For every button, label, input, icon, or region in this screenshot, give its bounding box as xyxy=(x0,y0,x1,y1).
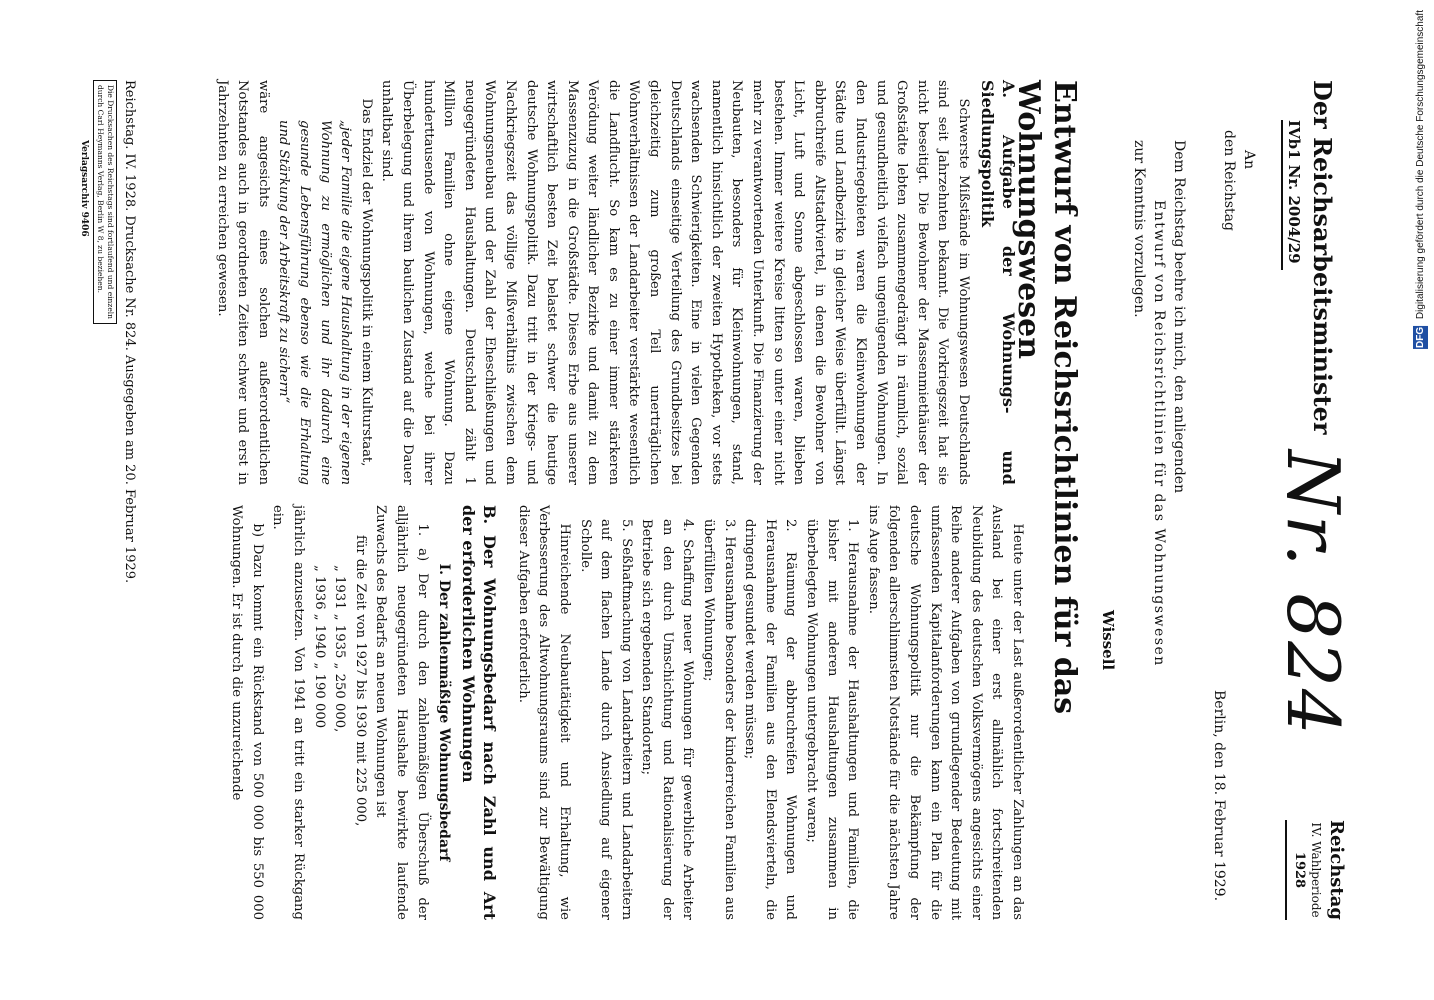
section-b-para-1: 1. a) Der durch den zahlenmäßigen Überschuß der alljährlich neugegründeten Haushalte bewirkte laufende Zuwachs des Bedarfs an neuen Wohnungen ist xyxy=(373,505,430,920)
main-title: Entwurf von Reichsrichtlinien für das Wohnungswesen xyxy=(1011,80,1082,715)
header-reichstag: Reichstag xyxy=(1326,820,1347,920)
digitization-credit xyxy=(1413,10,1428,349)
notstand-list xyxy=(574,505,862,920)
section-a-para-1: Schwerste Mißstände im Wohnungswesen Deutschlands sind seit Jahrzehnten bekannt. Die Vorkriegszeit hat sie nicht beseitigt. Die Bewohner der Massenmiethäuser der Großstädte lebten zusammengedrängt in räumlich, sozial und gesundheitlich vielfach ungenügenden Wohnungen. In den Industriegebieten waren die Kleinwohnungen der Städte und Landbezirke in gleicher Weise überfüllt. Längst abbruchreife Altstadtviertel, in denen die Bewohner von Licht, Luft und Sonne abgeschlossen waren, blieben bestehen. Immer weitere Kreise litten so unter einer nicht mehr zu verantwortenden Unterkunft. Die Finanzierung der Neubauten, besonders für Kleinwohnungen, stand, namentlich hinsichtlich der zweiten Hypotheken, vor stets wachsenden Schwierigkeiten. Eine in vielen Gegenden Deutschlands einseitige Verteilung des Grundbesitzes bei gleichzeitig zum großen Teil unerträglichen Wohnverhältnissen der Landarbeiter verstärkte wesentlich die Landflucht. So kam es zu einer immer stärkeren Verödung weiter ländlicher Bezirke und damit zu dem Massenzuzug in die Großstädte. Dieses Erbe aus unserer wirtschaftlich besten Zeit belastet schwer die heutige deutsche Wohnungspolitik. Dazu tritt in der Kriegs- und Nachkriegszeit das völlige Mißverhältnis zwischen dem Wohnungsneubau und der Zahl der Eheschließungen und neugegründeten Haushaltungen. Deutschland zählt 1 Million Familien ohne eigene Wohnung. Dazu hunderttausende von Wohnungen, welche bei ihrer Überbelegung und ihrem baulichen Zustand auf die Dauer unhaltbar sind. xyxy=(379,80,971,485)
section-a-quote: „jeder Familie die eigene Haushaltung in der eigenen Wohnung zu ermöglichen und ihr dadurch eine gesunde Lebensführung ebenso wie die Erhaltung und Stärkung der Arbeitskraft zu sichern“ xyxy=(276,120,354,485)
header-underline xyxy=(1286,820,1288,920)
section-b-para-3: b) Dazu kommt ein Rückstand von 500 000 bis 550 000 Wohnungen. Er ist durch die unzureichende xyxy=(229,505,265,920)
section-a-para-3: wäre angesichts eines solchen außerordentlichen Notstandes auch in geordneten Zeiten schwer und erst in Jahrzehnten zu erreichen gewesen. xyxy=(214,80,271,485)
section-b-subheading: I. Der zahlenmäßige Wohnungsbedarf xyxy=(436,563,453,862)
address-an: An xyxy=(1241,150,1257,170)
sender-reference: IVb1 Nr. 2004/29 xyxy=(1285,120,1303,264)
section-a-para-2: Das Endziel der Wohnungspolitik in einem Kulturstaat, xyxy=(358,98,374,467)
section-b-heading: B. Der Wohnungsbedarf nach Zahl und Art der erforderlichen Wohnungen xyxy=(459,505,500,920)
credit-text: Digitalisierung gefördert durch die Deutsche Forschungsgemeinschaft xyxy=(1415,10,1426,320)
table-row: für die Zeit von 1927 bis 1930 mit 225 000, xyxy=(352,535,368,827)
header-wahlperiode: IV. Wahlperiode xyxy=(1309,822,1323,918)
col2-para-1: Heute unter der Last außerordentlicher Zahlungen an das Ausland bei einer erst allmählich fortschreitenden Neubildung des deutschen Volksvermögens angesichts einer Reihe anderer Aufgaben von grundlegender Bedeutung mit umfassenden Kapitalanforderungen kann ein Plan für die deutsche Wohnungspolitik nur die Bekämpfung der folgenden allerschlimmsten Notstände für die nächsten Jahre ins Auge fassen. xyxy=(865,505,1025,920)
section-a-heading: A. Aufgabe der Wohnungs- und Siedlungspolitik xyxy=(978,80,1018,485)
header-year: 1928 xyxy=(1292,851,1307,889)
list-item: 3. Herausnahme besonders der kinderreichen Familien aus überfüllten Wohnungen; xyxy=(701,519,737,920)
column-right xyxy=(226,505,1027,920)
document-page xyxy=(67,50,1367,950)
publisher-box xyxy=(93,80,117,324)
list-item: 2. Räumung der abbruchreifen Wohnungen und Herausnahme der Familien aus den Elendsvierteln, die dringend gesundet werden müssen; xyxy=(742,519,799,920)
place-date: Berlin, den 18. Februar 1929. xyxy=(1211,690,1227,902)
archive-number: Verlagsarchiv 9406 xyxy=(79,140,89,237)
list-item: 5. Seßhaftmachung von Landarbeitern und Landarbeitern auf dem flachen Lande durch Ansiedlung auf eigener Scholle. xyxy=(577,519,634,920)
dfg-logo: DFG xyxy=(1415,326,1426,348)
intro-line-1: Dem Reichstag beehre ich mich, den anliegenden xyxy=(1171,140,1187,494)
address-den-reichstag: den Reichstag xyxy=(1221,130,1237,231)
intro-line-2: Entwurf von Reichsrichtlinien für das Wohnungswesen xyxy=(1151,200,1167,667)
imprint-line: Reichstag. IV. 1928. Drucksache Nr. 824. Ausgegeben am 20. Februar 1929. xyxy=(122,80,137,584)
intro-line-3: zur Kenntnis vorzulegen. xyxy=(1131,140,1147,318)
section-b-para-2: jährlich anzusetzen. Von 1941 an tritt ein starker Rückgang ein. xyxy=(270,505,306,920)
publisher-line-1: Die Drucksachen des Reichstags sind fortlaufend und einzeln xyxy=(106,85,115,319)
column-left xyxy=(211,80,1027,485)
reference-underline xyxy=(1282,120,1284,270)
list-item: 4. Schaffung neuer Wohnungen für gewerbliche Arbeiter an den durch Umschichtung und Rationalisierung der Betriebe sich ergebenden Standorten; xyxy=(639,519,696,920)
list-item: 1. Herausnahme der Haushaltungen und Familien, die bisher mit anderen Haushaltungen zusammen in überbelegten Wohnungen untergebracht waren; xyxy=(804,519,861,920)
table-row: „ 1936 „ 1940 „ 190 000 xyxy=(311,565,327,729)
col2-para-2: Hinreichende Neubautätigkeit und Erhaltung, wie Verbesserung des Altwohnungsraums sind zur Bewältigung dieser Aufgaben erforderlich. xyxy=(515,505,572,920)
table-row: „ 1931 „ 1935 „ 250 000, xyxy=(332,565,348,733)
publisher-line-2: durch Carl Heymanns Verlag, Berlin W 8, zu beziehen. xyxy=(96,85,105,293)
sender-title: Der Reichsarbeitsminister xyxy=(1308,80,1337,435)
document-number: Nr. 824 xyxy=(1271,450,1355,737)
signature: Wissell xyxy=(1099,610,1117,671)
